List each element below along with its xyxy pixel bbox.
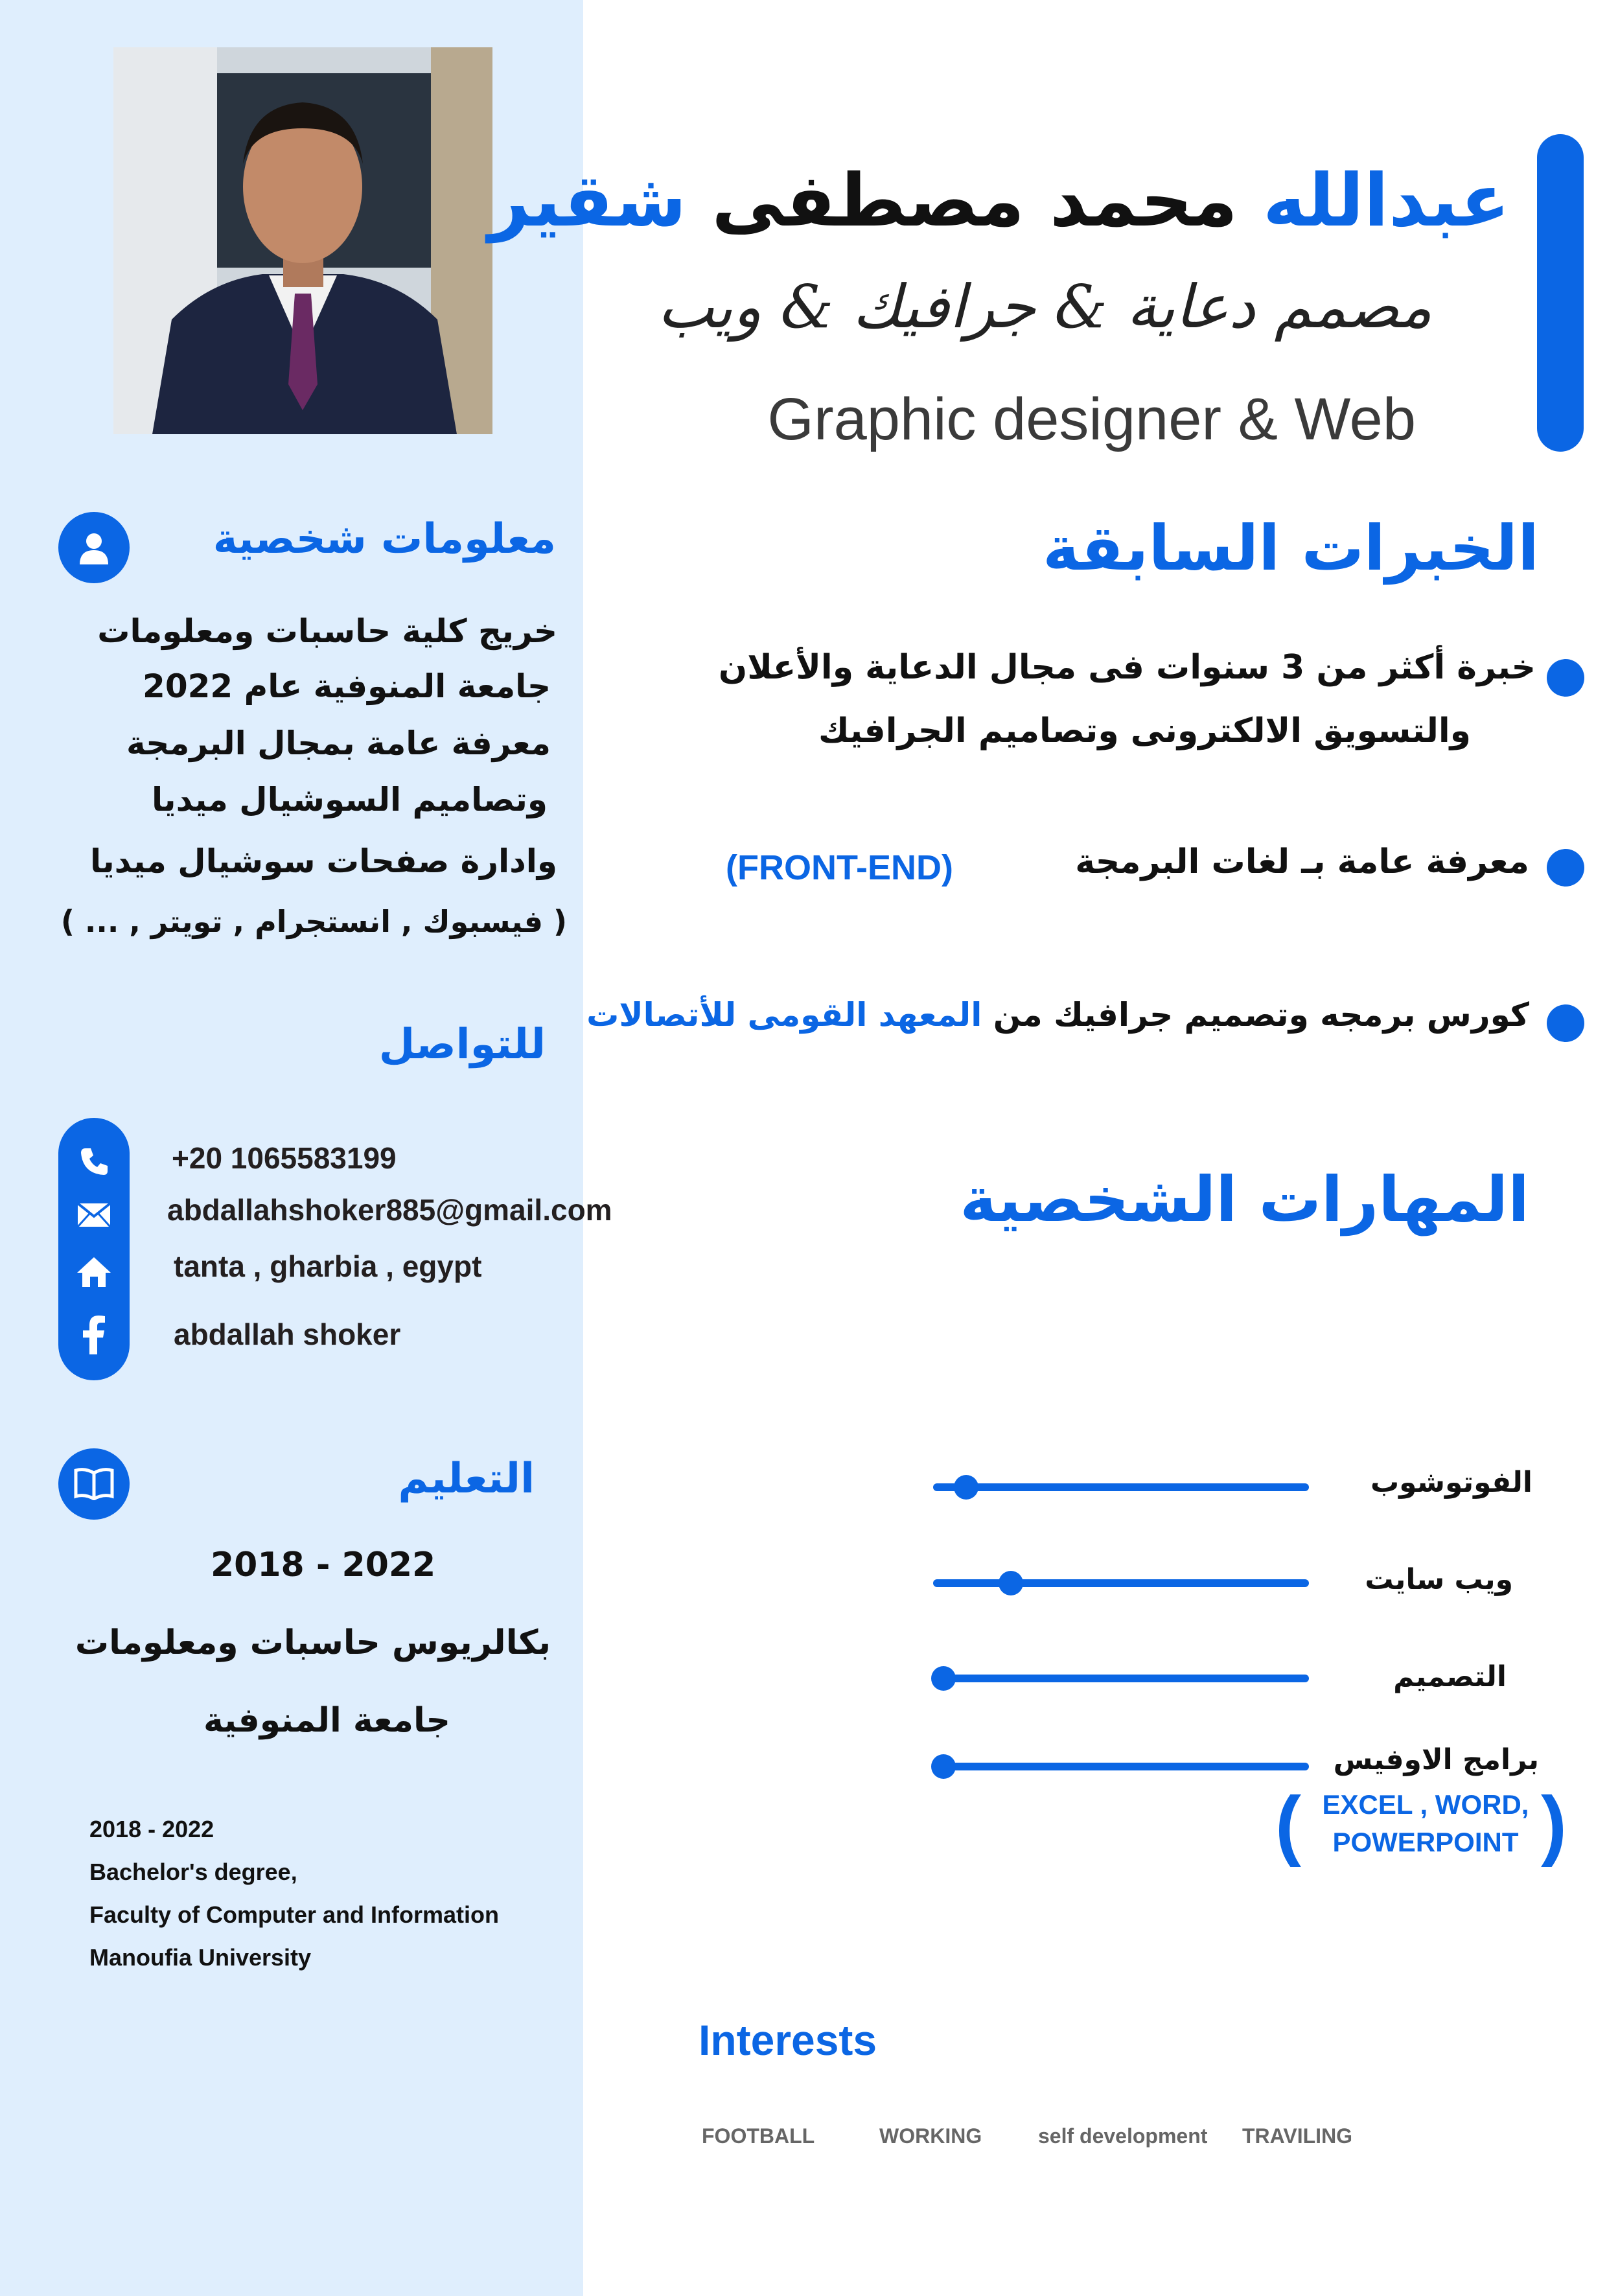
skill-knob[interactable]	[954, 1475, 978, 1500]
skill-track	[933, 1579, 1309, 1587]
job-title-arabic: مصمم دعاية & جرافيك & ويب	[657, 272, 1432, 342]
interest-item: FOOTBALL	[702, 2124, 815, 2148]
skill-label: التصميم	[1393, 1660, 1507, 1693]
facebook-handle[interactable]: abdallah shoker	[174, 1317, 401, 1351]
education-years: 2018 - 2022	[211, 1546, 436, 1584]
personal-info-line: معرفة عامة بمجال البرمجة	[126, 725, 551, 762]
skill-knob[interactable]	[931, 1666, 956, 1691]
experience-item-3-text: كورس برمجه وتصميم جرافيك من	[993, 996, 1529, 1034]
skill-track	[933, 1483, 1309, 1491]
education-english-line: Faculty of Computer and Information	[89, 1901, 500, 1928]
personal-info-heading: معلومات شخصية	[213, 515, 556, 563]
office-programs-line: POWERPOINT	[1332, 1827, 1519, 1857]
skill-knob[interactable]	[931, 1754, 956, 1779]
education-heading: التعليم	[398, 1455, 535, 1503]
home-icon	[76, 1256, 112, 1288]
personal-info-line: خريج كلية حاسبات ومعلومات	[97, 612, 557, 650]
personal-info-line: وتصاميم السوشيال ميديا	[152, 781, 548, 818]
interests-heading: Interests	[699, 2016, 877, 2064]
bullet-icon	[1547, 849, 1584, 887]
personal-info-line: وادارة صفحات سوشيال ميديا	[90, 842, 557, 880]
education-english-line: 2018 - 2022	[89, 1816, 214, 1842]
office-programs	[1315, 1786, 1536, 1861]
experience-item-1-line-1: خبرة أكثر من 3 سنوات فى مجال الدعاية والأعلان	[718, 648, 1536, 687]
full-name	[488, 159, 1510, 243]
frontend-tag: (FRONT-END)	[726, 848, 953, 887]
close-paren: )	[1541, 1781, 1567, 1868]
experience-heading: الخبرات السابقة	[1043, 512, 1539, 585]
last-name: شقير	[488, 159, 687, 243]
skill-knob[interactable]	[999, 1571, 1023, 1595]
phone-icon	[78, 1145, 110, 1177]
interest-item: WORKING	[879, 2124, 982, 2148]
skills-heading: المهارات الشخصية	[960, 1163, 1529, 1236]
middle-name: محمد مصطفى	[711, 159, 1238, 243]
user-icon	[58, 512, 130, 583]
skill-track	[933, 1763, 1309, 1770]
book-icon	[58, 1448, 130, 1520]
experience-item-1-line-2: والتسويق الالكترونى وتصاميم الجرافيك	[818, 712, 1471, 750]
facebook-icon	[82, 1316, 106, 1354]
social-platforms: ( فيسبوك , انستجرام , تويتر , ... )	[60, 904, 567, 939]
skill-track	[933, 1675, 1309, 1682]
address: tanta , gharbia , egypt	[174, 1249, 482, 1283]
bullet-icon	[1547, 659, 1584, 697]
contact-heading: للتواصل	[378, 1021, 546, 1069]
education-english	[89, 1808, 499, 1979]
skill-label: الفوتوشوب	[1370, 1466, 1532, 1499]
degree-title: بكالريوس حاسبات ومعلومات	[75, 1623, 551, 1662]
institute-name: المعهد القومى للأتصالات	[586, 996, 982, 1034]
name-accent-bar	[1537, 134, 1584, 452]
education-english-line: Manoufia University	[89, 1944, 312, 1971]
experience-item-2: معرفة عامة بـ لغات البرمجة	[1075, 842, 1529, 881]
email-address[interactable]: abdallahshoker885@gmail.com	[167, 1193, 612, 1227]
mail-icon	[76, 1202, 111, 1228]
university-name: جامعة المنوفية	[203, 1701, 450, 1740]
personal-info-line: جامعة المنوفية عام 2022	[143, 667, 551, 705]
skill-label: ويب سايت	[1365, 1563, 1513, 1596]
phone-number[interactable]: +20 1065583199	[172, 1141, 397, 1175]
skill-label: برامج الاوفيس	[1333, 1743, 1539, 1776]
first-name: عبدالله	[1262, 159, 1510, 243]
bullet-icon	[1547, 1004, 1584, 1042]
profile-photo	[113, 47, 492, 434]
interest-item: TRAVILING	[1242, 2124, 1353, 2148]
interest-item: self development	[1038, 2124, 1208, 2148]
contact-icon-bar	[58, 1118, 130, 1380]
experience-item-3	[586, 996, 1529, 1034]
open-paren: (	[1275, 1781, 1301, 1868]
office-programs-line: EXCEL , WORD,	[1322, 1789, 1529, 1820]
education-english-line: Bachelor's degree,	[89, 1859, 297, 1885]
job-title-english: Graphic designer & Web	[767, 386, 1416, 452]
